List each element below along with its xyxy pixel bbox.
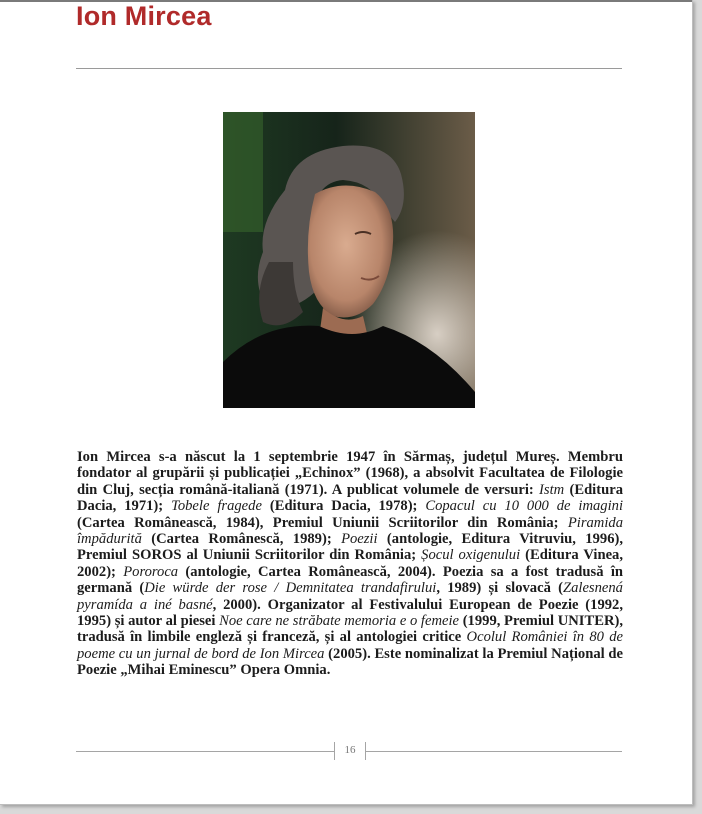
bio-text: (2005). Este nominalizat la Premiul Național de Poezie „Mihai Eminescu” Opera Omnia.	[77, 645, 623, 679]
bio-text: (1999, Premiul UNITER), tradusă în limbile engleză și franceză, și al antologiei critice	[77, 613, 623, 646]
work-title: Tobele fragede	[171, 498, 262, 515]
author-portrait	[223, 112, 475, 408]
page-title: Ion Mircea	[76, 1, 212, 31]
work-title: Noe care ne străbate memoria e o femeie	[219, 613, 460, 630]
bio-text: Ion Mircea s-a născut la 1 septembrie 1947 în Sărmaș, județul Mureș. Membru fondator al grupării și publicației „Echinox” (1968), a absolvit Facultatea de Filologie din Cluj, secția română-italiană (1971). A publicat volumele de versuri:	[77, 449, 623, 498]
work-title: Die würde der rose / Demnitatea trandafirului	[144, 580, 437, 597]
work-title: Zalesnená pyramída a iné basné	[77, 580, 623, 613]
work-title: Poezii	[341, 531, 378, 548]
bio-text: (antologie, Editura Vitruviu, 1996), Premiul SOROS al Uniunii Scriitorilor din România;	[77, 531, 623, 564]
footer-rule-right	[366, 751, 622, 752]
portrait-photo	[223, 112, 475, 408]
title-divider	[76, 68, 622, 69]
bio-text: (Editura Dacia, 1978);	[261, 498, 426, 515]
work-title: Pororoca	[123, 563, 179, 580]
bio-text: (Cartea Românescă, 1989);	[141, 531, 342, 548]
bio-text: (Editura Dacia, 1971);	[77, 481, 623, 515]
biography-text	[77, 449, 623, 679]
work-title: Ocolul României în 80 de poeme cu un jurnal de bord de Ion Mircea	[77, 629, 624, 662]
page-number: 16	[344, 744, 356, 756]
work-title: Istm	[539, 481, 565, 498]
bio-text: (antologie, Cartea Românească, 2004). Poezia sa a fost tradusă în germană (	[77, 563, 623, 597]
work-title: Șocul oxigenului	[421, 547, 521, 564]
bio-text: , 2000). Organizator al Festivalului European de Poezie (1992, 1995) și autor al piesei	[77, 596, 624, 630]
bio-text: (Cartea Românească, 1984), Premiul Uniunii Scriitorilor din România;	[77, 514, 568, 531]
footer-rule-left	[76, 751, 334, 752]
bio-text: , 1989) și slovacă (	[436, 580, 563, 597]
work-title: Copacul cu 10 000 de imagini	[425, 498, 623, 515]
work-title: Piramida împădurită	[77, 514, 623, 548]
bio-text: (Editura Vinea, 2002);	[77, 547, 623, 580]
